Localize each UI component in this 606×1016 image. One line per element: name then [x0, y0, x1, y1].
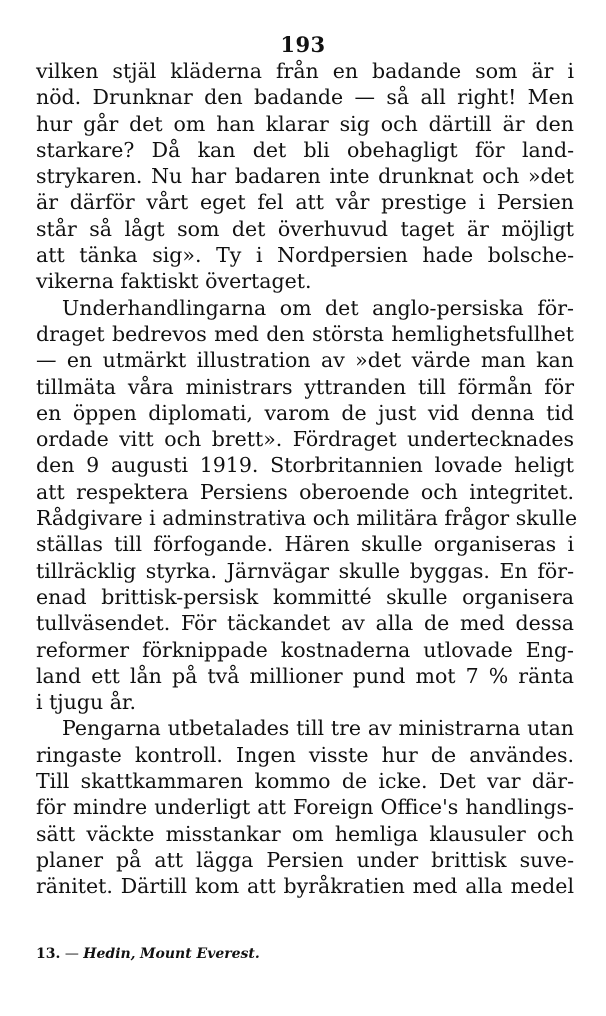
text-line: Rådgivare i adminstrativa och militära frågor skulle — [36, 506, 578, 531]
text-line: i tjugu år. — [36, 690, 136, 715]
text-line: tillmäta våra ministrars yttranden till förmån för — [36, 374, 574, 399]
text-line: en öppen diplomati, varom de just vid denna tid — [36, 400, 574, 425]
text-line: nöd. Drunknar den badande — så all right! Men — [36, 85, 574, 110]
text-line: planer på att lägga Persien under brittisk suve- — [36, 847, 574, 872]
paragraph-3 — [36, 715, 574, 899]
text-line: ordade vitt och brett». Fördraget undertecknades — [36, 427, 574, 452]
text-line: den 9 augusti 1919. Storbritannien lovade heligt — [36, 453, 574, 478]
text-line: sätt väckte misstankar om hemliga klausuler och — [36, 821, 574, 846]
text-line: ringaste kontroll. Ingen visste hur de användes. — [36, 742, 574, 767]
text-line: att respektera Persiens oberoende och integritet. — [36, 479, 574, 504]
signature-number: 13. — [36, 946, 61, 962]
text-line: tullväsendet. För täckandet av alla de med dessa — [36, 611, 574, 636]
body-text — [36, 58, 578, 900]
text-line: Underhandlingarna om det anglo-persiska för- — [62, 295, 574, 320]
text-line: land ett lån på två millioner pund mot 7 % ränta — [36, 663, 574, 688]
text-line: draget bedrevos med den största hemlighetsfullhet — [36, 321, 574, 346]
text-line: strykaren. Nu har badaren inte drunknat och »det — [36, 164, 574, 189]
text-line: står så lågt som det överhuvud taget är möjligt — [36, 216, 574, 241]
text-line: reformer förknippade kostnaderna utlovade Eng- — [36, 637, 574, 662]
footer-signature — [36, 946, 260, 962]
text-line: ränitet. Därtill kom att byråkratien med alla medel — [36, 874, 574, 899]
text-line: ställas till förfogande. Hären skulle organiseras i — [36, 532, 574, 557]
text-line: hur går det om han klarar sig och därtill är den — [36, 111, 574, 136]
text-line: att tänka sig». Ty i Nordpersien hade bolsche- — [36, 243, 574, 268]
text-line: tillräcklig styrka. Järnvägar skulle byggas. En för- — [36, 558, 574, 583]
author-name: Hedin, — [83, 946, 136, 962]
text-line: Till skattkammaren kommo de icke. Det var där- — [36, 769, 574, 794]
text-line: — en utmärkt illustration av »det värde man kan — [36, 348, 574, 373]
page-number: 193 — [280, 32, 326, 57]
text-line: är därför vårt eget fel att vår prestige i Persien — [36, 190, 574, 215]
text-line: Pengarna utbetalades till tre av ministrarna utan — [62, 716, 574, 741]
book-title: Mount Everest. — [140, 946, 260, 962]
text-line: enad brittisk-persisk kommitté skulle organisera — [36, 584, 574, 609]
text-line: för mindre underligt att Foreign Office's handlings- — [36, 795, 574, 820]
text-line: vikerna faktiskt övertaget. — [36, 269, 312, 294]
text-line: vilken stjäl kläderna från en badande som är i — [36, 59, 574, 83]
paragraph-1 — [36, 58, 574, 295]
footer-dash: — — [64, 946, 79, 962]
paragraph-2 — [36, 295, 578, 716]
text-line: starkare? Då kan det bli obehagligt för land- — [36, 137, 574, 162]
